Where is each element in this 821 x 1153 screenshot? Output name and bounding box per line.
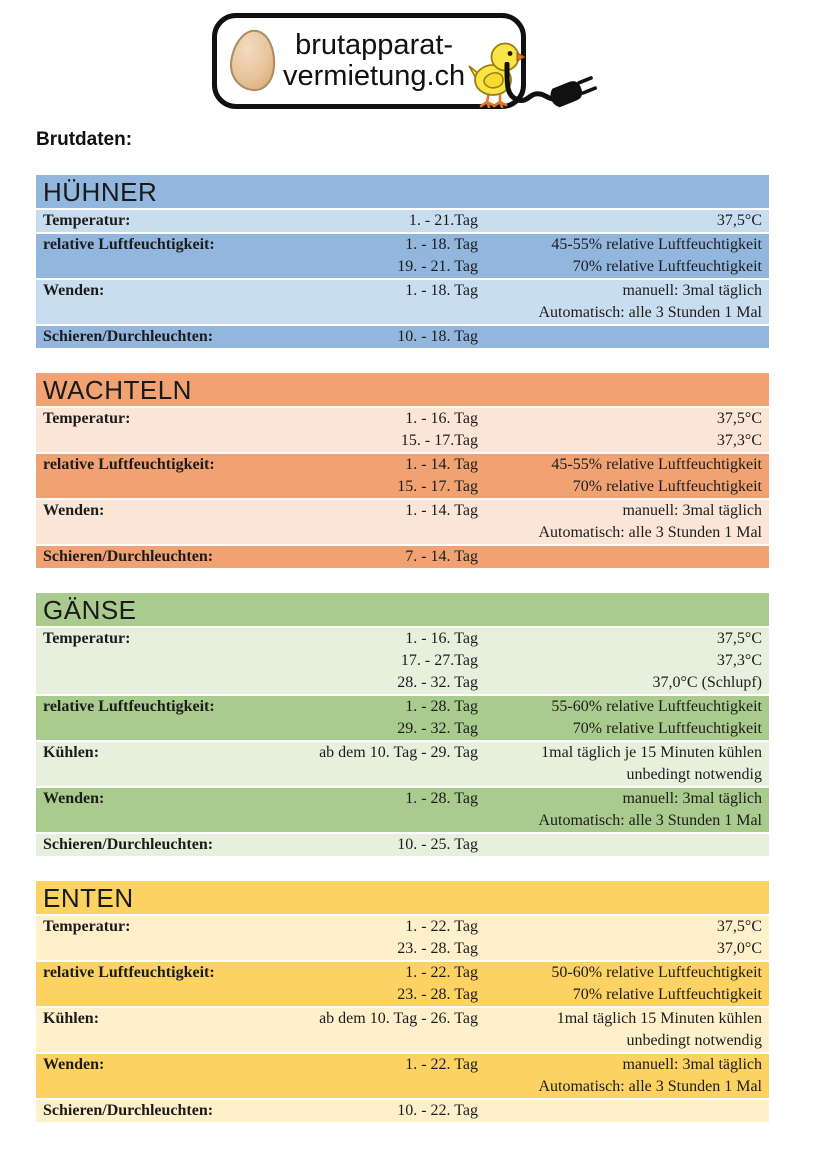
section-title-gaense: GÄNSE (36, 593, 769, 628)
row-label: Schieren/Durchleuchten: (43, 1102, 214, 1119)
row-label (36, 476, 304, 498)
row-label: Wenden: (43, 282, 105, 299)
row-period (304, 1076, 478, 1098)
row-period: ab dem 10. Tag - 29. Tag (319, 744, 478, 761)
row-value: unbedingt notwendig (626, 766, 762, 783)
row-value: manuell: 3mal täglich (622, 1056, 762, 1073)
row-label: Kühlen: (43, 1010, 100, 1027)
table-row (36, 696, 769, 718)
row-period (304, 1030, 478, 1052)
row-period: ab dem 10. Tag - 26. Tag (319, 1010, 478, 1027)
row-period: 1. - 22. Tag (405, 1056, 478, 1073)
row-value: 1mal täglich je 15 Minuten kühlen (541, 744, 762, 761)
row-period (304, 302, 478, 324)
row-period: 19. - 21. Tag (397, 258, 478, 275)
row-period: 29. - 32. Tag (397, 720, 478, 737)
row-value (478, 546, 769, 568)
table-row (36, 984, 769, 1006)
row-label: Temperatur: (43, 918, 131, 935)
table-row (36, 234, 769, 256)
row-value: 37,0°C (Schlupf) (652, 674, 762, 691)
row-value: Automatisch: alle 3 Stunden 1 Mal (538, 304, 762, 321)
row-period: 15. - 17.Tag (400, 432, 478, 449)
row-label (36, 984, 304, 1006)
row-label: relative Luftfeuchtigkeit: (43, 456, 215, 473)
row-label (36, 650, 304, 672)
row-label: Temperatur: (43, 212, 131, 229)
table-row (36, 1076, 769, 1098)
row-value (478, 1100, 769, 1122)
row-group (36, 742, 769, 788)
row-value: 45-55% relative Luftfeuchtigkeit (551, 236, 762, 253)
row-value: 70% relative Luftfeuchtigkeit (572, 720, 762, 737)
table-row (36, 522, 769, 544)
row-period: 1. - 28. Tag (405, 790, 478, 807)
row-label: Wenden: (43, 502, 105, 519)
row-period: 1. - 16. Tag (405, 410, 478, 427)
section-title-huehner: HÜHNER (36, 175, 769, 210)
row-group (36, 788, 769, 834)
table-row (36, 1100, 769, 1122)
row-period: 10. - 25. Tag (397, 836, 478, 853)
table-row (36, 256, 769, 278)
row-value: 37,5°C (716, 630, 762, 647)
table-row (36, 546, 769, 568)
table-row (36, 834, 769, 856)
row-label (36, 1076, 304, 1098)
table-row (36, 430, 769, 452)
row-label: Wenden: (43, 790, 105, 807)
table-row (36, 650, 769, 672)
row-value: 45-55% relative Luftfeuchtigkeit (551, 456, 762, 473)
row-group (36, 834, 769, 856)
section-title-enten: ENTEN (36, 881, 769, 916)
row-label (36, 764, 304, 786)
row-label (36, 810, 304, 832)
table-row (36, 742, 769, 764)
row-label (36, 302, 304, 324)
row-label: relative Luftfeuchtigkeit: (43, 698, 215, 715)
row-value: Automatisch: alle 3 Stunden 1 Mal (538, 812, 762, 829)
table-row (36, 916, 769, 938)
power-plug-icon (504, 62, 604, 124)
row-period: 1. - 22. Tag (405, 918, 478, 935)
row-period: 10. - 22. Tag (397, 1102, 478, 1119)
table-row (36, 764, 769, 786)
row-group (36, 916, 769, 962)
row-value (478, 326, 769, 348)
row-group (36, 1008, 769, 1054)
table-row (36, 1008, 769, 1030)
row-label: relative Luftfeuchtigkeit: (43, 964, 215, 981)
row-period: 23. - 28. Tag (397, 986, 478, 1003)
logo (212, 13, 512, 110)
row-group (36, 280, 769, 326)
row-value (478, 834, 769, 856)
row-period: 15. - 17. Tag (397, 478, 478, 495)
row-label (36, 1030, 304, 1052)
row-period: 1. - 14. Tag (405, 502, 478, 519)
row-value: 70% relative Luftfeuchtigkeit (572, 478, 762, 495)
row-label (36, 430, 304, 452)
row-value: manuell: 3mal täglich (622, 502, 762, 519)
table-row (36, 810, 769, 832)
table-row (36, 500, 769, 522)
table-row (36, 408, 769, 430)
table-row (36, 672, 769, 694)
table-row (36, 302, 769, 324)
row-value: Automatisch: alle 3 Stunden 1 Mal (538, 1078, 762, 1095)
row-group (36, 326, 769, 348)
row-label (36, 718, 304, 740)
row-period: 1. - 22. Tag (405, 964, 478, 981)
row-period: 1. - 14. Tag (405, 456, 478, 473)
table-row (36, 788, 769, 810)
row-label: Wenden: (43, 1056, 105, 1073)
row-label: Temperatur: (43, 410, 131, 427)
section-gaense (36, 593, 769, 856)
section-wachteln (36, 373, 769, 568)
row-period (304, 810, 478, 832)
row-period: 1. - 18. Tag (405, 236, 478, 253)
table-row (36, 628, 769, 650)
row-label: Kühlen: (43, 744, 100, 761)
section-huehner (36, 175, 769, 348)
table-row (36, 454, 769, 476)
row-label: Schieren/Durchleuchten: (43, 548, 214, 565)
row-value: 37,0°C (716, 940, 762, 957)
row-value: manuell: 3mal täglich (622, 282, 762, 299)
row-period (304, 522, 478, 544)
row-value: manuell: 3mal täglich (622, 790, 762, 807)
row-value: 55-60% relative Luftfeuchtigkeit (551, 698, 762, 715)
row-value: unbedingt notwendig (626, 1032, 762, 1049)
logo-text-line1: brutapparat- (295, 29, 454, 61)
egg-icon (227, 28, 277, 94)
table-row (36, 210, 769, 232)
row-period: 1. - 21.Tag (408, 212, 478, 229)
row-label: relative Luftfeuchtigkeit: (43, 236, 215, 253)
row-group (36, 1054, 769, 1100)
row-period: 17. - 27.Tag (400, 652, 478, 669)
table-row (36, 326, 769, 348)
table-row (36, 962, 769, 984)
row-value: 70% relative Luftfeuchtigkeit (572, 258, 762, 275)
row-group (36, 210, 769, 234)
row-value: 37,3°C (716, 652, 762, 669)
page-title: Brutdaten: (36, 129, 133, 150)
section-title-wachteln: WACHTELN (36, 373, 769, 408)
row-value: 70% relative Luftfeuchtigkeit (572, 986, 762, 1003)
logo-text (283, 30, 465, 92)
table-row (36, 938, 769, 960)
sections-container (36, 175, 769, 1147)
row-label: Schieren/Durchleuchten: (43, 328, 214, 345)
row-label (36, 256, 304, 278)
section-enten (36, 881, 769, 1122)
row-period: 7. - 14. Tag (405, 548, 478, 565)
table-row (36, 1030, 769, 1052)
table-row (36, 1054, 769, 1076)
row-value: 50-60% relative Luftfeuchtigkeit (551, 964, 762, 981)
row-label: Schieren/Durchleuchten: (43, 836, 214, 853)
row-period (304, 764, 478, 786)
row-group (36, 628, 769, 696)
row-period: 1. - 28. Tag (405, 698, 478, 715)
row-group (36, 696, 769, 742)
row-label (36, 938, 304, 960)
row-group (36, 408, 769, 454)
row-value: Automatisch: alle 3 Stunden 1 Mal (538, 524, 762, 541)
table-row (36, 718, 769, 740)
table-row (36, 476, 769, 498)
row-label: Temperatur: (43, 630, 131, 647)
logo-text-line2: vermietung.ch (283, 60, 466, 92)
row-group (36, 234, 769, 280)
row-label (36, 672, 304, 694)
row-label (36, 522, 304, 544)
row-value: 37,5°C (716, 410, 762, 427)
row-value: 37,5°C (716, 212, 762, 229)
row-value: 37,5°C (716, 918, 762, 935)
row-period: 1. - 18. Tag (405, 282, 478, 299)
row-period: 23. - 28. Tag (397, 940, 478, 957)
row-group (36, 962, 769, 1008)
row-group (36, 1100, 769, 1122)
row-group (36, 454, 769, 500)
row-period: 1. - 16. Tag (405, 630, 478, 647)
table-row (36, 280, 769, 302)
row-period: 28. - 32. Tag (397, 674, 478, 691)
row-group (36, 546, 769, 568)
row-value: 1mal täglich 15 Minuten kühlen (556, 1010, 762, 1027)
row-period: 10. - 18. Tag (397, 328, 478, 345)
logo-box (212, 13, 526, 109)
row-group (36, 500, 769, 546)
row-value: 37,3°C (716, 432, 762, 449)
